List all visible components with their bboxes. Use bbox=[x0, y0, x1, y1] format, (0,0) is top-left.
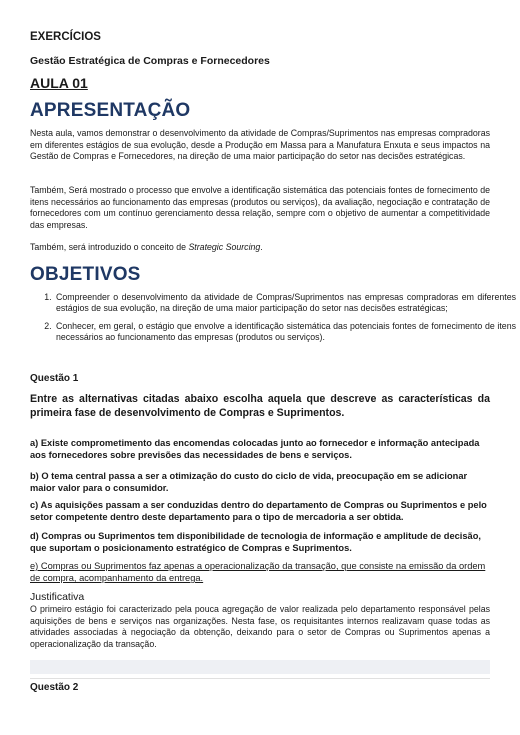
objective-item: 1. Compreender o desenvolvimento da atividade de Compras/Suprimentos nas empresas compradoras em diferentes estágios de sua evolução, na direção de uma maior participação do setor nas decisões estratégicas; bbox=[54, 292, 516, 315]
option-d[interactable]: d) Compras ou Suprimentos tem disponibilidade de tecnologia de informação e amplitude de decisão, que suportam o posicionamento estratégico de Compras e Suprimentos. bbox=[30, 531, 481, 553]
option-b[interactable]: b) O tema central passa a ser a otimização do custo do ciclo de vida, preocupação em se adicionar maior valor para o consumidor. bbox=[30, 471, 468, 493]
option-c[interactable]: c) As aquisições passam a ser conduzidas dentro do departamento de Compras ou Suprimentos e pelo setor competente dentro deste departamento para o tipo de mercadoria a ser obtida. bbox=[30, 500, 487, 522]
question-1-statement: Entre as alternativas citadas abaixo escolha aquela que descreve as características da primeira fase de desenvolvimento de Compras e Suprimentos. bbox=[30, 393, 490, 419]
apresentacao-paragraph-1: Nesta aula, vamos demonstrar o desenvolvimento da atividade de Compras/Suprimentos nas empresas compradoras em diferentes estágios de sua evolução, desde a Produção em Massa para a Manufatura Enxuta e seus impactos na Gestão de Compras e Fornecedores, na direção de uma maior participação do setor nas decisões estratégicas. bbox=[30, 128, 490, 161]
objetivos-heading: OBJETIVOS bbox=[30, 264, 141, 285]
objectives-list bbox=[30, 292, 516, 349]
question-2-label: Questão 2 bbox=[30, 682, 79, 693]
strategic-sourcing-term: Strategic Sourcing bbox=[188, 242, 261, 252]
apresentacao-paragraph-3 bbox=[30, 242, 490, 254]
lesson-title: AULA 01 bbox=[30, 75, 88, 91]
question-1-label: Questão 1 bbox=[30, 373, 79, 384]
option-e-correct[interactable]: e) Compras ou Suprimentos faz apenas a operacionalização da transação, que consiste na emissão da ordem de compra, acompanhamento da entrega. bbox=[30, 561, 486, 583]
answer-shade-bar bbox=[30, 660, 490, 674]
apresentacao-paragraph-2: Também, Será mostrado o processo que envolve a identificação sistemática das potenciais fontes de fornecimento de itens necessários ao funcionamento das empresas (produtos ou serviços), da avaliação, negociação e contratação de fornecedores com um contínuo gerenciamento dessa relação, sempre com o objetivo de aumentar a competitividade das empresas. bbox=[30, 185, 490, 230]
divider bbox=[30, 678, 490, 679]
justification-heading: Justificativa bbox=[30, 591, 85, 603]
apresentacao-heading: APRESENTAÇÃO bbox=[30, 100, 191, 121]
p3-prefix: Também, será introduzido o conceito de bbox=[30, 242, 189, 252]
objective-item: 2. Conhecer, em geral, o estágio que envolve a identificação sistemática das potenciais fontes de fornecimento de itens necessários ao funcionamento das empresas (produtos ou serviços). bbox=[54, 321, 516, 344]
justification-text: O primeiro estágio foi caracterizado pela pouca agregação de valor realizada pelo departamento responsável pelas aquisições de bens e serviços nas organizações. Nesta fase, os requisitantes internos realizavam quase todas as atividades associadas à negociação da obtenção, deixando para o setor de Compras ou Suprimentos apenas a operacionalização da transação. bbox=[30, 604, 490, 649]
exercises-title: EXERCÍCIOS bbox=[30, 31, 101, 43]
option-a[interactable]: a) Existe comprometimento das encomendas colocadas junto ao fornecedor e informação antecipada aos fornecedores sobre previsões das necessidades de bens e serviços. bbox=[30, 438, 480, 460]
subject-title: Gestão Estratégica de Compras e Fornecedores bbox=[30, 55, 270, 67]
p3-suffix: . bbox=[260, 242, 263, 252]
